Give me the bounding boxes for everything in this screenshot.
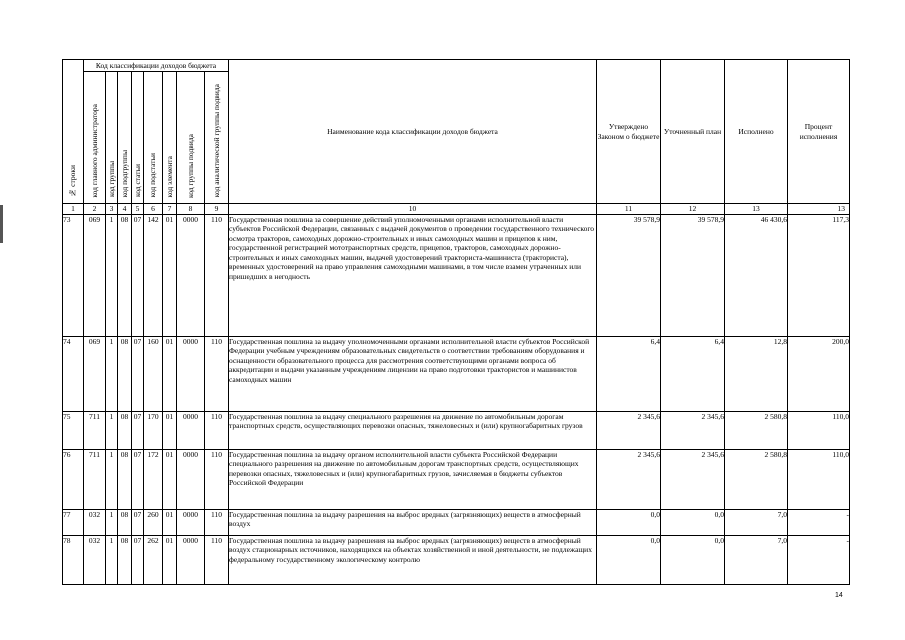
cell-element-code: 01	[163, 535, 177, 584]
col-header-analytic-group: код аналитической группы подвида	[205, 72, 229, 204]
cell-subtype-code: 0000	[177, 214, 205, 336]
cell-analytic-code: 110	[205, 535, 229, 584]
cell-element-code: 01	[163, 449, 177, 509]
cell-row-no: 73	[63, 214, 84, 336]
table-row	[63, 411, 850, 449]
cell-approved: 0,0	[597, 509, 661, 535]
cell-group-code: 1	[106, 449, 118, 509]
cell-subarticle-code: 170	[144, 411, 163, 449]
cell-admin-code: 032	[84, 509, 106, 535]
column-number: 4	[118, 204, 132, 215]
col-header-element: код элемента	[163, 72, 177, 204]
cell-percent: -	[788, 509, 850, 535]
cell-admin-code: 069	[84, 336, 106, 411]
table-row	[63, 336, 850, 411]
cell-approved: 2 345,6	[597, 449, 661, 509]
cell-analytic-code: 110	[205, 336, 229, 411]
cell-row-no: 76	[63, 449, 84, 509]
page-number: 14	[835, 592, 843, 599]
cell-subarticle-code: 172	[144, 449, 163, 509]
cell-subarticle-code: 260	[144, 509, 163, 535]
cell-subtype-code: 0000	[177, 535, 205, 584]
cell-percent: 110,0	[788, 411, 850, 449]
col-header-subgroup: код подгруппы	[118, 72, 132, 204]
cell-percent: 117,3	[788, 214, 850, 336]
cell-admin-code: 032	[84, 535, 106, 584]
col-header-percent: Процент исполнения	[788, 60, 850, 204]
col-header-article: код статьи	[132, 72, 144, 204]
table-row	[63, 214, 850, 336]
cell-article-code: 07	[132, 214, 144, 336]
table-row	[63, 509, 850, 535]
cell-article-code: 07	[132, 411, 144, 449]
cell-subgroup-code: 08	[118, 449, 132, 509]
cell-group-code: 1	[106, 535, 118, 584]
cell-subtype-code: 0000	[177, 336, 205, 411]
cell-admin-code: 069	[84, 214, 106, 336]
cell-admin-code: 711	[84, 411, 106, 449]
cell-name: Государственная пошлина за выдачу органом исполнительной власти субъекта Российской Федерации специального разрешения на движение по автомобильным дорогам транспортных средств, осуществляющих перевозки опасных, тяжеловесных и (или) крупногабаритных грузов, зачисляемая в бюджеты субъектов Российской Федерации	[229, 449, 597, 509]
column-number: 13	[725, 204, 788, 215]
cell-article-code: 07	[132, 336, 144, 411]
cell-element-code: 01	[163, 214, 177, 336]
col-header-approved: Утверждено Законом о бюджете	[597, 60, 661, 204]
column-number: 13	[788, 204, 850, 215]
col-header-plan: Уточненный план	[661, 60, 725, 204]
cell-subgroup-code: 08	[118, 336, 132, 411]
cell-element-code: 01	[163, 509, 177, 535]
col-header-name: Наименование кода классификации доходов бюджета	[229, 60, 597, 204]
col-header-subtype-group: код группы подвида	[177, 72, 205, 204]
cell-percent: 200,0	[788, 336, 850, 411]
cell-executed: 46 430,6	[725, 214, 788, 336]
cell-subarticle-code: 142	[144, 214, 163, 336]
cell-approved: 6,4	[597, 336, 661, 411]
cell-plan: 0,0	[661, 535, 725, 584]
cell-percent: 110,0	[788, 449, 850, 509]
cell-plan: 6,4	[661, 336, 725, 411]
budget-revenue-table	[62, 59, 850, 585]
cell-executed: 7,0	[725, 535, 788, 584]
cell-name: Государственная пошлина за совершение действий уполномоченными органами исполнительной власти субъектов Российской Федерации, связанных с выдачей документов о проведении государственного технического осмотра тракторов, самоходных дорожно-строительных и иных самоходных машин и прицепов к ним, государственной регистрацией мототранспортных средств, прицепов, тракторов, самоходных дорожно-строительных и иных самоходных машин, выдачей удостоверений тракториста-машиниста (тракториста), временных удостоверений на право управления самоходными машинами, в том числе взамен утраченных или пришедших в негодность	[229, 214, 597, 336]
column-number: 8	[177, 204, 205, 215]
cell-name: Государственная пошлина за выдачу уполномоченными органами исполнительной власти субъектов Российской Федерации учебным учреждениям образовательных свидетельств о соответствии требованиям оборудования и оснащенности образовательного процесса для рассмотрения соответствующими органами вопроса об аккредитации и выдачи указанным учреждениям лицензии на право подготовки трактористов и машинистов самоходных машин	[229, 336, 597, 411]
cell-article-code: 07	[132, 449, 144, 509]
cell-row-no: 78	[63, 535, 84, 584]
cell-group-code: 1	[106, 411, 118, 449]
cell-plan: 39 578,9	[661, 214, 725, 336]
cell-analytic-code: 110	[205, 449, 229, 509]
cell-executed: 2 580,8	[725, 411, 788, 449]
cell-plan: 2 345,6	[661, 411, 725, 449]
column-number: 5	[132, 204, 144, 215]
scan-edge-mark	[0, 205, 3, 243]
cell-group-code: 1	[106, 214, 118, 336]
cell-row-no: 74	[63, 336, 84, 411]
table-row	[63, 449, 850, 509]
cell-element-code: 01	[163, 336, 177, 411]
cell-approved: 2 345,6	[597, 411, 661, 449]
column-number: 3	[106, 204, 118, 215]
cell-row-no: 75	[63, 411, 84, 449]
cell-admin-code: 711	[84, 449, 106, 509]
col-header-subarticle: код подстатьи	[144, 72, 163, 204]
cell-executed: 2 580,8	[725, 449, 788, 509]
cell-percent: -	[788, 535, 850, 584]
cell-subtype-code: 0000	[177, 509, 205, 535]
cell-name: Государственная пошлина за выдачу разрешения на выброс вредных (загрязняющих) веществ в атмосферный воздух стационарных источников, находящихся на объектах хозяйственной и иной деятельности, не подлежащих федеральному государственному экологическому контролю	[229, 535, 597, 584]
cell-analytic-code: 110	[205, 214, 229, 336]
column-number: 11	[597, 204, 661, 215]
col-group-header-code: Код классификации доходов бюджета	[84, 60, 229, 72]
cell-article-code: 07	[132, 535, 144, 584]
column-number: 2	[84, 204, 106, 215]
table-row	[63, 535, 850, 584]
cell-row-no: 77	[63, 509, 84, 535]
cell-subgroup-code: 08	[118, 411, 132, 449]
cell-executed: 12,8	[725, 336, 788, 411]
cell-plan: 2 345,6	[661, 449, 725, 509]
column-number: 12	[661, 204, 725, 215]
col-header-executed: Исполнено	[725, 60, 788, 204]
col-header-group: код группы	[106, 72, 118, 204]
col-header-row-no: № строки	[63, 60, 84, 204]
column-number: 1	[63, 204, 84, 215]
column-number: 10	[229, 204, 597, 215]
cell-name: Государственная пошлина за выдачу разрешения на выброс вредных (загрязняющих) веществ в атмосферный воздух	[229, 509, 597, 535]
cell-subgroup-code: 08	[118, 214, 132, 336]
cell-subgroup-code: 08	[118, 509, 132, 535]
cell-subtype-code: 0000	[177, 411, 205, 449]
cell-group-code: 1	[106, 336, 118, 411]
cell-element-code: 01	[163, 411, 177, 449]
cell-subgroup-code: 08	[118, 535, 132, 584]
column-number: 9	[205, 204, 229, 215]
cell-name: Государственная пошлина за выдачу специального разрешения на движение по автомобильным дорогам транспортных средств, осуществляющих перевозки опасных, тяжеловесных и (или) крупногабаритных грузов	[229, 411, 597, 449]
cell-analytic-code: 110	[205, 509, 229, 535]
cell-article-code: 07	[132, 509, 144, 535]
cell-executed: 7,0	[725, 509, 788, 535]
cell-approved: 0,0	[597, 535, 661, 584]
column-number: 6	[144, 204, 163, 215]
col-header-admin: код главного администратора	[84, 72, 106, 204]
cell-subarticle-code: 262	[144, 535, 163, 584]
cell-plan: 0,0	[661, 509, 725, 535]
cell-subtype-code: 0000	[177, 449, 205, 509]
column-number-row	[63, 204, 850, 215]
cell-group-code: 1	[106, 509, 118, 535]
cell-approved: 39 578,9	[597, 214, 661, 336]
column-number: 7	[163, 204, 177, 215]
cell-subarticle-code: 160	[144, 336, 163, 411]
cell-analytic-code: 110	[205, 411, 229, 449]
